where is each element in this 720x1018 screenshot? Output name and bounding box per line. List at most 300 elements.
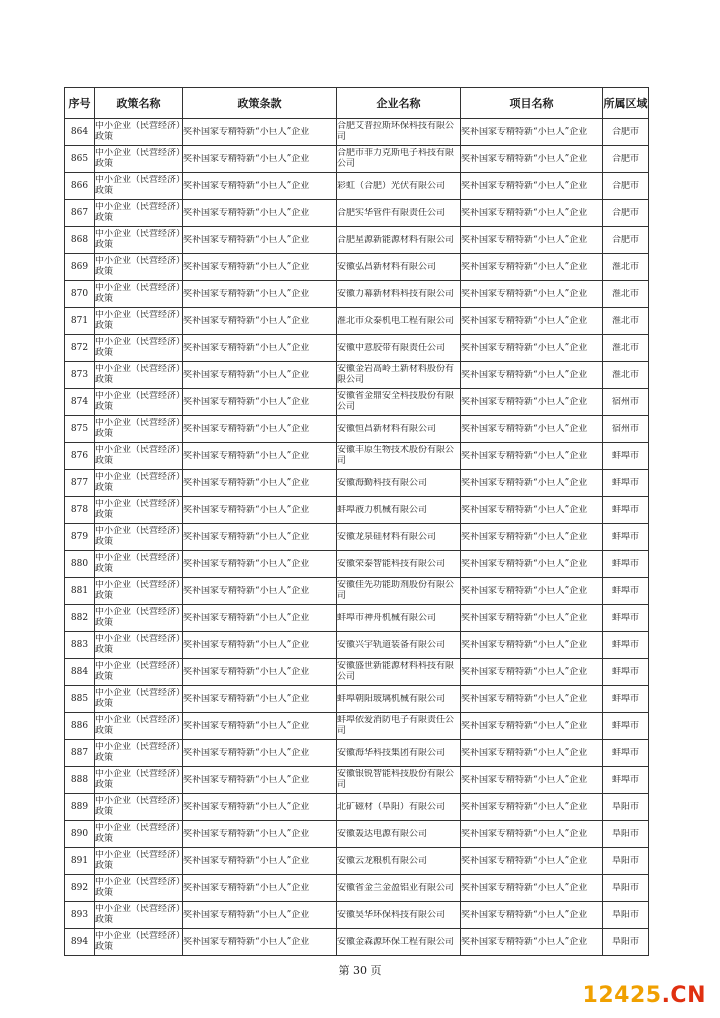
cell-region-text: 蚌埠市	[611, 585, 639, 596]
cell-project-name	[461, 659, 603, 686]
cell-seq	[65, 362, 95, 389]
cell-policy-name-text: 中小企业（民营经济）政策	[95, 904, 181, 925]
cell-company-name	[337, 632, 461, 659]
table-row	[65, 578, 649, 605]
cell-policy-clause	[183, 659, 337, 686]
cell-project-name	[461, 794, 603, 821]
cell-project-name	[461, 902, 603, 929]
cell-policy-clause	[183, 524, 337, 551]
cell-policy-clause	[183, 173, 337, 200]
cell-policy-name-text: 中小企业（民营经济）政策	[95, 229, 181, 250]
cell-project-name-text: 奖补国家专精特新“小巨人”企业	[461, 207, 588, 218]
cell-policy-clause-text: 奖补国家专精特新“小巨人”企业	[183, 531, 310, 542]
cell-project-name	[461, 416, 603, 443]
cell-seq	[65, 794, 95, 821]
cell-region	[603, 119, 649, 146]
cell-company-name	[337, 902, 461, 929]
cell-region	[603, 605, 649, 632]
cell-company-name-text: 安徽佳先功能助剂股份有限公司	[337, 580, 455, 601]
cell-policy-clause-text: 奖补国家专精特新“小巨人”企业	[183, 612, 310, 623]
cell-policy-name-text: 中小企业（民营经济）政策	[95, 526, 181, 547]
cell-company-name-text: 安徽龙泉硅材料有限公司	[337, 531, 437, 542]
cell-seq	[65, 227, 95, 254]
cell-policy-clause	[183, 443, 337, 470]
cell-project-name-text: 奖补国家专精特新“小巨人”企业	[461, 801, 588, 812]
cell-region	[603, 362, 649, 389]
cell-company-name-text: 安徽金岩高岭土新材料股份有限公司	[337, 364, 455, 385]
cell-policy-clause-text: 奖补国家专精特新“小巨人”企业	[183, 396, 310, 407]
cell-policy-name	[95, 443, 183, 470]
cell-company-name	[337, 308, 461, 335]
cell-policy-clause-text: 奖补国家专精特新“小巨人”企业	[183, 315, 310, 326]
cell-seq	[65, 119, 95, 146]
cell-project-name-text: 奖补国家专精特新“小巨人”企业	[461, 936, 588, 947]
cell-policy-clause	[183, 794, 337, 821]
cell-seq-text: 889	[70, 801, 89, 812]
cell-project-name	[461, 443, 603, 470]
cell-policy-name	[95, 632, 183, 659]
table-row	[65, 470, 649, 497]
cell-project-name-text: 奖补国家专精特新“小巨人”企业	[461, 261, 588, 272]
site-watermark	[583, 983, 706, 1008]
cell-seq-text: 873	[70, 369, 89, 380]
cell-policy-clause	[183, 767, 337, 794]
table-row	[65, 416, 649, 443]
cell-project-name-text: 奖补国家专精特新“小巨人”企业	[461, 585, 588, 596]
cell-region	[603, 767, 649, 794]
cell-company-name	[337, 443, 461, 470]
cell-seq-text: 879	[70, 531, 89, 542]
cell-region-text: 宿州市	[611, 396, 639, 407]
cell-company-name	[337, 254, 461, 281]
cell-policy-name	[95, 686, 183, 713]
cell-policy-clause-text: 奖补国家专精特新“小巨人”企业	[183, 639, 310, 650]
cell-region	[603, 173, 649, 200]
cell-policy-clause	[183, 389, 337, 416]
cell-company-name	[337, 416, 461, 443]
cell-policy-clause-text: 奖补国家专精特新“小巨人”企业	[183, 774, 310, 785]
cell-policy-clause-text: 奖补国家专精特新“小巨人”企业	[183, 909, 310, 920]
cell-company-name-text: 安徽兴宇轨道装备有限公司	[337, 639, 446, 650]
cell-policy-clause	[183, 335, 337, 362]
table-row	[65, 551, 649, 578]
cell-policy-name-text: 中小企业（民营经济）政策	[95, 175, 181, 196]
header-policy-name: 政策名称	[95, 88, 183, 119]
cell-company-name-text: 安徽昊华环保科技有限公司	[337, 909, 446, 920]
cell-seq-text: 864	[70, 126, 89, 137]
cell-project-name-text: 奖补国家专精特新“小巨人”企业	[461, 855, 588, 866]
cell-seq	[65, 929, 95, 956]
cell-project-name	[461, 551, 603, 578]
cell-company-name	[337, 146, 461, 173]
cell-company-name	[337, 875, 461, 902]
cell-policy-clause-text: 奖补国家专精特新“小巨人”企业	[183, 207, 310, 218]
cell-policy-name-text: 中小企业（民营经济）政策	[95, 256, 181, 277]
cell-seq	[65, 470, 95, 497]
cell-seq	[65, 821, 95, 848]
cell-policy-name	[95, 119, 183, 146]
cell-policy-name	[95, 767, 183, 794]
cell-seq-text: 881	[70, 585, 89, 596]
cell-policy-name	[95, 146, 183, 173]
cell-seq-text: 886	[70, 720, 89, 731]
cell-company-name-text: 合肥艾普拉斯环保科技有限公司	[337, 121, 455, 142]
cell-company-name	[337, 281, 461, 308]
cell-company-name-text: 淮北市众泰机电工程有限公司	[337, 315, 455, 326]
cell-policy-clause	[183, 875, 337, 902]
cell-policy-clause	[183, 605, 337, 632]
cell-policy-clause-text: 奖补国家专精特新“小巨人”企业	[183, 558, 310, 569]
cell-policy-clause-text: 奖补国家专精特新“小巨人”企业	[183, 450, 310, 461]
cell-seq-text: 890	[70, 828, 89, 839]
cell-company-name-text: 蚌埠朝阳玻璃机械有限公司	[337, 693, 446, 704]
cell-company-name-text: 安徽省金鼎安全科技股份有限公司	[337, 391, 455, 412]
cell-policy-clause	[183, 578, 337, 605]
cell-policy-clause	[183, 470, 337, 497]
cell-seq-text: 878	[70, 504, 89, 515]
cell-policy-name	[95, 551, 183, 578]
cell-policy-name-text: 中小企业（民营经济）政策	[95, 391, 181, 412]
cell-company-name-text: 合肥星源新能源材料有限公司	[337, 234, 455, 245]
cell-project-name	[461, 821, 603, 848]
cell-project-name-text: 奖补国家专精特新“小巨人”企业	[461, 126, 588, 137]
cell-policy-name-text: 中小企业（民营经济）政策	[95, 553, 181, 574]
cell-company-name-text: 安徽荣泰智能科技有限公司	[337, 558, 446, 569]
cell-seq-text: 894	[70, 936, 89, 947]
cell-region	[603, 713, 649, 740]
table-row	[65, 902, 649, 929]
cell-company-name-text: 合肥市菲力克斯电子科技有限公司	[337, 148, 455, 169]
cell-policy-clause-text: 奖补国家专精特新“小巨人”企业	[183, 126, 310, 137]
cell-project-name	[461, 281, 603, 308]
cell-project-name	[461, 119, 603, 146]
cell-project-name-text: 奖补国家专精特新“小巨人”企业	[461, 747, 588, 758]
cell-company-name-text: 安徽金森源环保工程有限公司	[337, 936, 455, 947]
cell-seq-text: 876	[70, 450, 89, 461]
cell-company-name-text: 安徽省金兰金盈铝业有限公司	[337, 882, 455, 893]
cell-region	[603, 794, 649, 821]
cell-region	[603, 740, 649, 767]
cell-seq-text: 884	[70, 666, 89, 677]
table-row	[65, 443, 649, 470]
cell-company-name	[337, 200, 461, 227]
cell-seq	[65, 497, 95, 524]
cell-policy-name	[95, 902, 183, 929]
cell-company-name-text: 安徽恒昌新材料有限公司	[337, 423, 437, 434]
cell-region-text: 蚌埠市	[611, 639, 639, 650]
cell-project-name-text: 奖补国家专精特新“小巨人”企业	[461, 369, 588, 380]
cell-region	[603, 686, 649, 713]
table-row	[65, 173, 649, 200]
cell-region-text: 蚌埠市	[611, 558, 639, 569]
table-row	[65, 821, 649, 848]
cell-project-name	[461, 524, 603, 551]
cell-policy-name	[95, 362, 183, 389]
cell-seq-text: 883	[70, 639, 89, 650]
cell-region	[603, 443, 649, 470]
cell-policy-clause	[183, 848, 337, 875]
cell-seq	[65, 335, 95, 362]
cell-region-text: 合肥市	[611, 207, 639, 218]
cell-policy-clause	[183, 713, 337, 740]
cell-region-text: 阜阳市	[611, 882, 639, 893]
cell-policy-name-text: 中小企业（民营经济）政策	[95, 688, 181, 709]
table-row	[65, 308, 649, 335]
cell-company-name-text: 蚌埠市神舟机械有限公司	[337, 612, 437, 623]
cell-seq-text: 892	[70, 882, 89, 893]
cell-policy-clause	[183, 254, 337, 281]
cell-seq	[65, 848, 95, 875]
cell-policy-clause	[183, 686, 337, 713]
cell-project-name	[461, 254, 603, 281]
cell-seq-text: 865	[70, 153, 89, 164]
cell-policy-name	[95, 281, 183, 308]
header-row	[65, 88, 649, 119]
cell-region	[603, 551, 649, 578]
cell-seq-text: 870	[70, 288, 89, 299]
cell-project-name	[461, 308, 603, 335]
cell-project-name-text: 奖补国家专精特新“小巨人”企业	[461, 396, 588, 407]
cell-region-text: 合肥市	[611, 153, 639, 164]
cell-seq	[65, 875, 95, 902]
cell-policy-name-text: 中小企业（民营经济）政策	[95, 580, 181, 601]
cell-project-name-text: 奖补国家专精特新“小巨人”企业	[461, 423, 588, 434]
table-row	[65, 281, 649, 308]
cell-policy-name-text: 中小企业（民营经济）政策	[95, 634, 181, 655]
cell-region-text: 蚌埠市	[611, 504, 639, 515]
cell-project-name	[461, 146, 603, 173]
cell-seq-text: 871	[70, 315, 89, 326]
cell-region	[603, 632, 649, 659]
cell-region-text: 阜阳市	[611, 828, 639, 839]
cell-policy-clause	[183, 902, 337, 929]
cell-policy-name-text: 中小企业（民营经济）政策	[95, 823, 181, 844]
cell-project-name	[461, 389, 603, 416]
cell-company-name-text: 安徽力幕新材料科技有限公司	[337, 288, 455, 299]
cell-project-name-text: 奖补国家专精特新“小巨人”企业	[461, 288, 588, 299]
table-row	[65, 200, 649, 227]
cell-region	[603, 497, 649, 524]
cell-project-name-text: 奖补国家专精特新“小巨人”企业	[461, 558, 588, 569]
cell-project-name-text: 奖补国家专精特新“小巨人”企业	[461, 666, 588, 677]
cell-policy-name	[95, 605, 183, 632]
cell-project-name-text: 奖补国家专精特新“小巨人”企业	[461, 477, 588, 488]
cell-seq	[65, 254, 95, 281]
cell-policy-clause	[183, 821, 337, 848]
cell-policy-clause-text: 奖补国家专精特新“小巨人”企业	[183, 504, 310, 515]
cell-region-text: 合肥市	[611, 126, 639, 137]
cell-seq-text: 887	[70, 747, 89, 758]
table-body	[65, 119, 649, 956]
table-row	[65, 632, 649, 659]
cell-company-name-text: 蚌埠液力机械有限公司	[337, 504, 428, 515]
cell-policy-name	[95, 173, 183, 200]
cell-policy-name	[95, 929, 183, 956]
cell-project-name-text: 奖补国家专精特新“小巨人”企业	[461, 342, 588, 353]
cell-seq	[65, 443, 95, 470]
cell-seq-text: 875	[70, 423, 89, 434]
cell-policy-clause-text: 奖补国家专精特新“小巨人”企业	[183, 423, 310, 434]
cell-region-text: 蚌埠市	[611, 720, 639, 731]
table-row	[65, 875, 649, 902]
cell-policy-name-text: 中小企业（民营经济）政策	[95, 931, 181, 952]
cell-region	[603, 470, 649, 497]
cell-policy-name	[95, 254, 183, 281]
cell-company-name	[337, 119, 461, 146]
table-row	[65, 740, 649, 767]
cell-company-name-text: 安徽丰原生物技术股份有限公司	[337, 445, 455, 466]
cell-policy-name-text: 中小企业（民营经济）政策	[95, 121, 181, 142]
cell-policy-name-text: 中小企业（民营经济）政策	[95, 661, 181, 682]
cell-policy-clause	[183, 632, 337, 659]
policy-table	[64, 87, 649, 956]
cell-policy-name	[95, 794, 183, 821]
cell-company-name-text: 安徽海华科技集团有限公司	[337, 747, 446, 758]
cell-policy-name-text: 中小企业（民营经济）政策	[95, 769, 181, 790]
cell-policy-clause-text: 奖补国家专精特新“小巨人”企业	[183, 234, 310, 245]
cell-company-name-text: 安徽云龙粮机有限公司	[337, 855, 428, 866]
cell-project-name	[461, 605, 603, 632]
cell-region	[603, 659, 649, 686]
cell-seq-text: 893	[70, 909, 89, 920]
cell-policy-name-text: 中小企业（民营经济）政策	[95, 337, 181, 358]
cell-policy-clause-text: 奖补国家专精特新“小巨人”企业	[183, 585, 310, 596]
cell-policy-name-text: 中小企业（民营经济）政策	[95, 796, 181, 817]
cell-region	[603, 524, 649, 551]
cell-policy-clause	[183, 740, 337, 767]
table-row	[65, 605, 649, 632]
cell-policy-name	[95, 227, 183, 254]
cell-region	[603, 281, 649, 308]
table-row	[65, 146, 649, 173]
header-project-name: 项目名称	[461, 88, 603, 119]
cell-policy-name	[95, 713, 183, 740]
cell-policy-clause-text: 奖补国家专精特新“小巨人”企业	[183, 153, 310, 164]
cell-project-name	[461, 713, 603, 740]
cell-policy-clause	[183, 146, 337, 173]
cell-seq	[65, 713, 95, 740]
cell-policy-clause-text: 奖补国家专精特新“小巨人”企业	[183, 801, 310, 812]
cell-project-name-text: 奖补国家专精特新“小巨人”企业	[461, 828, 588, 839]
cell-project-name-text: 奖补国家专精特新“小巨人”企业	[461, 504, 588, 515]
cell-policy-name-text: 中小企业（民营经济）政策	[95, 418, 181, 439]
cell-seq	[65, 308, 95, 335]
cell-policy-clause-text: 奖补国家专精特新“小巨人”企业	[183, 882, 310, 893]
cell-policy-name	[95, 389, 183, 416]
cell-seq	[65, 578, 95, 605]
table-row	[65, 848, 649, 875]
cell-policy-clause-text: 奖补国家专精特新“小巨人”企业	[183, 288, 310, 299]
cell-seq	[65, 281, 95, 308]
cell-project-name-text: 奖补国家专精特新“小巨人”企业	[461, 315, 588, 326]
cell-policy-name	[95, 416, 183, 443]
cell-region	[603, 389, 649, 416]
cell-project-name	[461, 848, 603, 875]
cell-seq-text: 877	[70, 477, 89, 488]
cell-region-text: 阜阳市	[611, 855, 639, 866]
cell-region	[603, 578, 649, 605]
cell-seq	[65, 740, 95, 767]
cell-region	[603, 227, 649, 254]
cell-policy-clause	[183, 308, 337, 335]
cell-seq-text: 891	[70, 855, 89, 866]
cell-company-name-text: 彩虹（合肥）光伏有限公司	[337, 180, 446, 191]
cell-company-name	[337, 551, 461, 578]
cell-project-name-text: 奖补国家专精特新“小巨人”企业	[461, 909, 588, 920]
cell-policy-clause	[183, 281, 337, 308]
cell-region-text: 蚌埠市	[611, 747, 639, 758]
cell-project-name-text: 奖补国家专精特新“小巨人”企业	[461, 153, 588, 164]
cell-seq-text: 874	[70, 396, 89, 407]
header-company-name: 企业名称	[337, 88, 461, 119]
cell-project-name	[461, 497, 603, 524]
cell-seq-text: 885	[70, 693, 89, 704]
cell-company-name	[337, 821, 461, 848]
cell-company-name	[337, 848, 461, 875]
cell-region	[603, 254, 649, 281]
cell-company-name-text: 安徽银锐智能科技股份有限公司	[337, 769, 455, 790]
cell-region-text: 蚌埠市	[611, 531, 639, 542]
cell-policy-clause-text: 奖补国家专精特新“小巨人”企业	[183, 828, 310, 839]
cell-company-name	[337, 686, 461, 713]
cell-project-name-text: 奖补国家专精特新“小巨人”企业	[461, 531, 588, 542]
cell-company-name	[337, 470, 461, 497]
cell-policy-name-text: 中小企业（民营经济）政策	[95, 877, 181, 898]
cell-policy-name	[95, 848, 183, 875]
cell-project-name	[461, 200, 603, 227]
cell-project-name-text: 奖补国家专精特新“小巨人”企业	[461, 612, 588, 623]
cell-seq-text: 869	[70, 261, 89, 272]
cell-project-name-text: 奖补国家专精特新“小巨人”企业	[461, 180, 588, 191]
cell-region-text: 阜阳市	[611, 909, 639, 920]
cell-seq-text: 882	[70, 612, 89, 623]
table-row	[65, 389, 649, 416]
page-number: 第 30 页	[338, 964, 382, 977]
cell-policy-name-text: 中小企业（民营经济）政策	[95, 364, 181, 385]
cell-policy-name	[95, 524, 183, 551]
cell-region-text: 蚌埠市	[611, 774, 639, 785]
cell-policy-name	[95, 578, 183, 605]
cell-policy-clause-text: 奖补国家专精特新“小巨人”企业	[183, 261, 310, 272]
cell-region	[603, 902, 649, 929]
cell-region-text: 蚌埠市	[611, 477, 639, 488]
cell-policy-clause-text: 奖补国家专精特新“小巨人”企业	[183, 342, 310, 353]
cell-policy-name	[95, 308, 183, 335]
cell-seq	[65, 173, 95, 200]
cell-company-name	[337, 227, 461, 254]
table-row	[65, 362, 649, 389]
table-row	[65, 929, 649, 956]
cell-policy-name-text: 中小企业（民营经济）政策	[95, 202, 181, 223]
cell-region	[603, 146, 649, 173]
cell-policy-name	[95, 875, 183, 902]
header-region: 所属区域	[603, 88, 649, 119]
watermark-domain: .CN	[661, 983, 706, 1008]
cell-company-name-text: 安徽中意胶带有限责任公司	[337, 342, 446, 353]
cell-policy-name-text: 中小企业（民营经济）政策	[95, 283, 181, 304]
cell-policy-clause	[183, 497, 337, 524]
cell-company-name	[337, 605, 461, 632]
cell-company-name	[337, 659, 461, 686]
header-policy-clause: 政策条款	[183, 88, 337, 119]
cell-company-name	[337, 794, 461, 821]
cell-company-name	[337, 740, 461, 767]
cell-policy-clause-text: 奖补国家专精特新“小巨人”企业	[183, 936, 310, 947]
cell-region	[603, 875, 649, 902]
cell-company-name	[337, 524, 461, 551]
cell-policy-name-text: 中小企业（民营经济）政策	[95, 715, 181, 736]
cell-project-name	[461, 632, 603, 659]
